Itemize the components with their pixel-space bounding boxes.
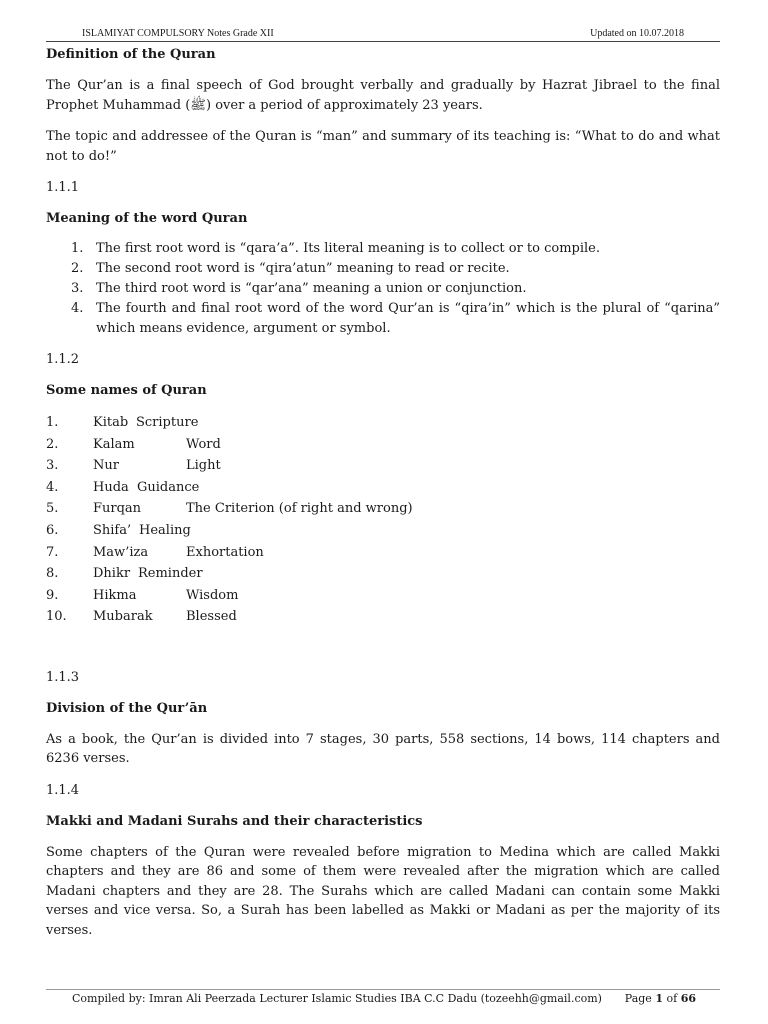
list-number: 6. [46, 522, 59, 538]
quran-name-term: Mubarak [93, 609, 153, 625]
quran-name-term: Shifa’ [93, 522, 132, 538]
list-number: 3. [46, 458, 59, 474]
quran-name-item [46, 477, 720, 499]
root-word-text: The second root word is “qira’atun” meaning to read or recite. [96, 261, 510, 276]
section-number-1-1-2: 1.1.2 [46, 352, 80, 367]
makki-madani-heading: Makki and Madani Surahs and their characteristics [46, 813, 423, 829]
meaning-heading: Meaning of the word Quran [46, 211, 248, 226]
quran-name-term: Huda [93, 479, 129, 495]
list-number: 3. [71, 281, 84, 296]
list-number: 4. [71, 301, 84, 316]
section-number-1-1-1: 1.1.1 [46, 180, 80, 195]
root-word-item [46, 299, 720, 339]
quran-name-item [46, 606, 720, 628]
quran-name-meaning: The Criterion (of right and wrong) [186, 501, 413, 517]
section-number-1-1-4: 1.1.4 [46, 782, 80, 798]
quran-name-item [46, 434, 720, 456]
page-current: 1 [655, 992, 663, 1005]
list-number: 10. [46, 609, 67, 625]
quran-name-term: Furqan [93, 501, 142, 517]
list-number: 9. [46, 587, 59, 603]
root-word-item [46, 239, 720, 259]
list-number: 7. [46, 544, 59, 560]
page-word: Page [624, 992, 652, 1005]
list-number: 1. [46, 415, 59, 430]
quran-name-item [46, 563, 720, 585]
division-paragraph: As a book, the Qur’an is divided into 7 stages, 30 parts, 558 sections, 14 bows, 114 chapters and 6236 verses. [46, 731, 720, 767]
quran-name-term: Nur [93, 458, 119, 474]
list-number: 1. [71, 241, 84, 256]
definition-paragraph-2: The topic and addressee of the Quran is “man” and summary of its teaching is: “What to do and what not to do!” [46, 129, 720, 164]
document-body [46, 45, 720, 940]
definition-paragraph-1: The Qur’an is a final speech of God brought verbally and gradually by Hazrat Jibrael to the final Prophet Muhammad (ﷺ) over a period of approximately 23 years. [46, 78, 720, 113]
list-number: 2. [46, 436, 59, 452]
division-heading: Division of the Qur’ān [46, 700, 208, 716]
section-number-1-1-3: 1.1.3 [46, 669, 80, 685]
page-footer [46, 989, 720, 1005]
quran-name-meaning: Blessed [186, 609, 237, 625]
definition-heading: Definition of the Quran [46, 47, 216, 62]
makki-madani-paragraph: Some chapters of the Quran were revealed before migration to Medina which are called Makki chapters and they are 86 and some of them were revealed after the migration which are called Madani chapters and they are 28. The Surahs which are called Madani can contain some Makki verses and vice versa. So, a Surah has been labelled as Makki or Madani as per the majority of its verses. [46, 844, 720, 938]
of-word: of [666, 992, 678, 1005]
quran-name-meaning: Wisdom [186, 587, 239, 603]
footer-compiled-by: Compiled by: Imran Ali Peerzada Lecturer Islamic Studies IBA C.C Dadu (tozeehh@gmail.com) [72, 992, 602, 1005]
root-words-list [46, 239, 720, 339]
page-number [625, 990, 696, 1008]
page-total: 66 [680, 992, 696, 1005]
quran-name-item [46, 520, 720, 542]
list-number: 8. [46, 566, 59, 582]
quran-name-meaning: Guidance [137, 479, 200, 495]
root-word-text: The first root word is “qara’a”. Its literal meaning is to collect or to compile. [96, 241, 600, 256]
quran-names-list [46, 412, 720, 628]
quran-name-item [46, 412, 720, 434]
list-number: 5. [46, 501, 59, 517]
quran-name-item [46, 498, 720, 520]
quran-name-item [46, 455, 720, 477]
root-word-text: The fourth and final root word of the word Qur’an is “qira’in” which is the plural of “qarina” which means evidence, argument or symbol. [96, 301, 720, 336]
root-word-text: The third root word is “qar’ana” meaning a union or conjunction. [96, 281, 527, 296]
quran-name-meaning: Reminder [138, 566, 203, 582]
quran-name-meaning: Exhortation [186, 544, 264, 560]
quran-name-item [46, 585, 720, 607]
list-number: 2. [71, 261, 84, 276]
quran-name-meaning: Scripture [136, 415, 199, 430]
header-updated-date: Updated on 10.07.2018 [590, 28, 684, 39]
quran-name-meaning: Light [186, 458, 221, 474]
page-header [46, 27, 720, 42]
quran-name-term: Dhikr [93, 566, 131, 582]
quran-name-term: Hikma [93, 587, 137, 603]
root-word-item [46, 279, 720, 299]
header-title: ISLAMIYAT COMPULSORY Notes Grade XII [82, 28, 274, 39]
root-word-item [46, 259, 720, 279]
quran-name-meaning: Word [186, 436, 221, 452]
quran-name-term: Kalam [93, 436, 135, 452]
list-number: 4. [46, 479, 59, 495]
names-heading: Some names of Quran [46, 383, 207, 398]
quran-name-term: Kitab [93, 415, 129, 430]
quran-name-meaning: Healing [139, 522, 191, 538]
quran-name-item [46, 542, 720, 564]
quran-name-term: Maw’iza [93, 544, 149, 560]
